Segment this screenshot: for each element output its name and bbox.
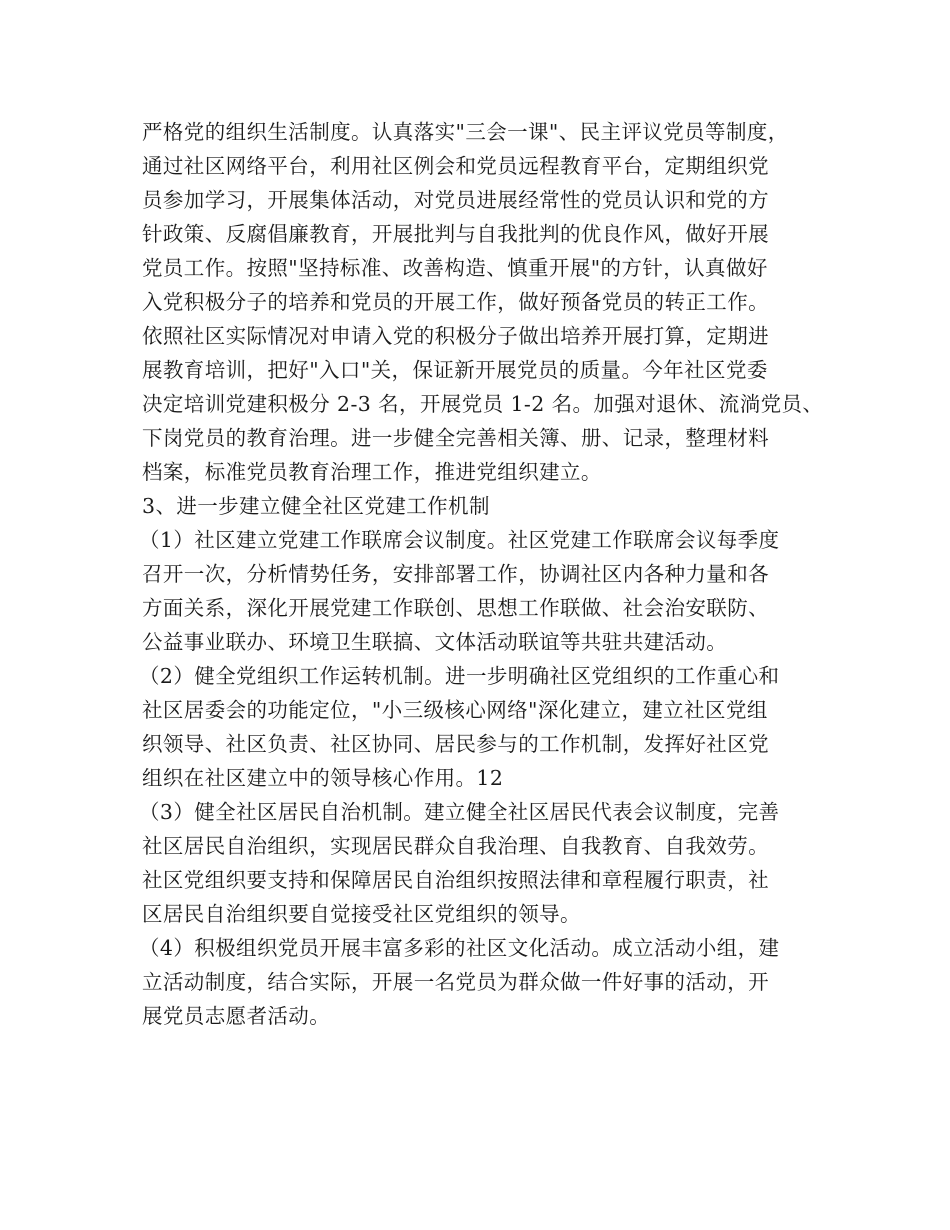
text-line: 社区居委会的功能定位，"小三级核心网络"深化建立，建立社区党组 — [142, 698, 768, 722]
text-line: （2）健全党组织工作运转机制。进一步明确社区党组织的工作重心和 — [139, 664, 780, 688]
text-line: 区居民自治组织要自觉接受社区党组织的领导。 — [142, 902, 581, 926]
text-line: 公益事业联办、环境卫生联搞、文体活动联谊等共驻共建活动。 — [142, 630, 728, 654]
text-line: （3）健全社区居民自治机制。建立健全社区居民代表会议制度，完善 — [139, 800, 780, 824]
text-line: 展教育培训，把好"入口"关，保证新开展党员的质量。今年社区党委 — [142, 358, 768, 382]
text-line: 依照社区实际情况对申请入党的积极分子做出培养开展打算，定期进 — [142, 324, 769, 348]
text-line: 展党员志愿者活动。 — [142, 1004, 331, 1028]
text-line: 通过社区网络平台，利用社区例会和党员远程教育平台，定期组织党 — [142, 154, 769, 178]
text-line: 党员工作。按照"坚持标准、改善构造、慎重开展"的方针，认真做好 — [142, 256, 768, 280]
text-line: 档案，标准党员教育治理工作，推进党组织建立。 — [142, 460, 602, 484]
text-line: 立活动制度，结合实际，开展一名党员为群众做一件好事的活动，开 — [142, 970, 769, 994]
text-line: 下岗党员的教育治理。进一步健全完善相关簿、册、记录，整理材料 — [142, 426, 769, 450]
text-line: 入党积极分子的培养和党员的开展工作，做好预备党员的转正工作。 — [142, 290, 769, 314]
text-line: 严格党的组织生活制度。认真落实"三会一课"、民主评议党员等制度， — [142, 120, 789, 144]
text-line: 织领导、社区负责、社区协同、居民参与的工作机制，发挥好社区党 — [142, 732, 769, 756]
text-line: （4）积极组织党员开展丰富多彩的社区文化活动。成立活动小组，建 — [139, 936, 780, 960]
text-line: 针政策、反腐倡廉教育，开展批判与自我批判的优良作风，做好开展 — [142, 222, 769, 246]
text-line: 组织在社区建立中的领导核心作用。12 — [142, 766, 504, 790]
document-body — [139, 115, 832, 1033]
text-line: 方面关系，深化开展党建工作联创、思想工作联做、社会治安联防、 — [142, 596, 769, 620]
text-line: 员参加学习，开展集体活动，对党员进展经常性的党员认识和党的方 — [142, 188, 769, 212]
text-line: （1）社区建立党建工作联席会议制度。社区党建工作联席会议每季度 — [139, 528, 780, 552]
text-line: 社区居民自治组织，实现居民群众自我治理、自我教育、自我效劳。 — [142, 834, 769, 858]
text-line: 决定培训党建积极分 2-3 名，开展党员 1-2 名。加强对退休、流淌党员、 — [142, 392, 824, 416]
text-line: 召开一次，分析情势任务，安排部署工作，协调社区内各种力量和各 — [142, 562, 769, 586]
text-line: 社区党组织要支持和保障居民自治组织按照法律和章程履行职责，社 — [142, 868, 769, 892]
section-heading: 3、进一步建立健全社区党建工作机制 — [142, 494, 490, 518]
